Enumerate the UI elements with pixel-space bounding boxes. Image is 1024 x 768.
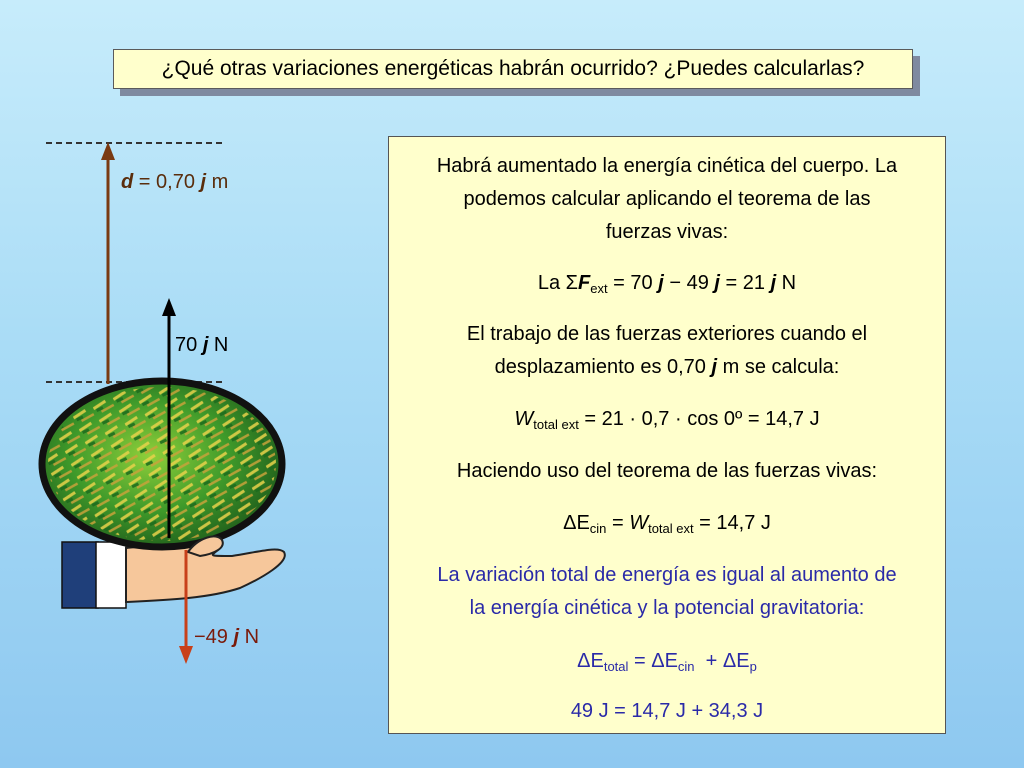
p2-line2: desplazamiento es 0,70 j m se calcula: xyxy=(494,356,840,378)
force-up-label: 70 j N xyxy=(175,334,229,356)
cuff xyxy=(96,542,126,608)
final-equation: 49 J = 14,7 J + 34,3 J xyxy=(570,700,764,722)
force-down-label: −49 j N xyxy=(194,626,260,648)
melon-hand-illustration xyxy=(0,0,330,680)
slide-title: ¿Qué otras variaciones energéticas habrán ocurrido? ¿Puedes calcularlas? xyxy=(161,57,865,80)
p1-line1: Habrá aumentado la energía cinética del cuerpo. La xyxy=(436,155,898,177)
melon-texture xyxy=(48,387,276,541)
force-up-arrowhead xyxy=(162,298,176,316)
p3-line: Haciendo uso del teorema de las fuerzas vivas: xyxy=(456,460,878,482)
p1-line3: fuerzas vivas: xyxy=(605,221,729,243)
force-down-arrowhead xyxy=(179,646,193,664)
explanation-panel xyxy=(388,136,946,734)
p1-line2: podemos calcular aplicando el teorema de las xyxy=(463,188,871,210)
work-equation: $W_{total ext} = 21 \cdot 0,7 \cdot \cos$ 0º = 14,7 J xyxy=(514,408,820,432)
displacement-label: d = 0,70 j m xyxy=(121,171,229,193)
displacement-arrowhead xyxy=(101,142,115,160)
sleeve xyxy=(62,542,98,608)
delta-etotal-equation: $\Delta E_{total} = \Delta E_{cin} + \Delta E_p$ xyxy=(577,650,757,674)
p2-line1: El trabajo de las fuerzas exteriores cuando el xyxy=(466,323,868,345)
sum-forces-line: La $\Sigma F_{ext} = 70$ j − 49 j = 21 j N xyxy=(537,272,797,296)
conclusion-line2: la energía cinética y la potencial gravitatoria: xyxy=(469,597,865,619)
delta-ecin-equation: $\Delta E_{cin} = W_{total ext} = 14,7$ J xyxy=(563,512,771,536)
conclusion-line1: La variación total de energía es igual al aumento de xyxy=(437,564,897,586)
